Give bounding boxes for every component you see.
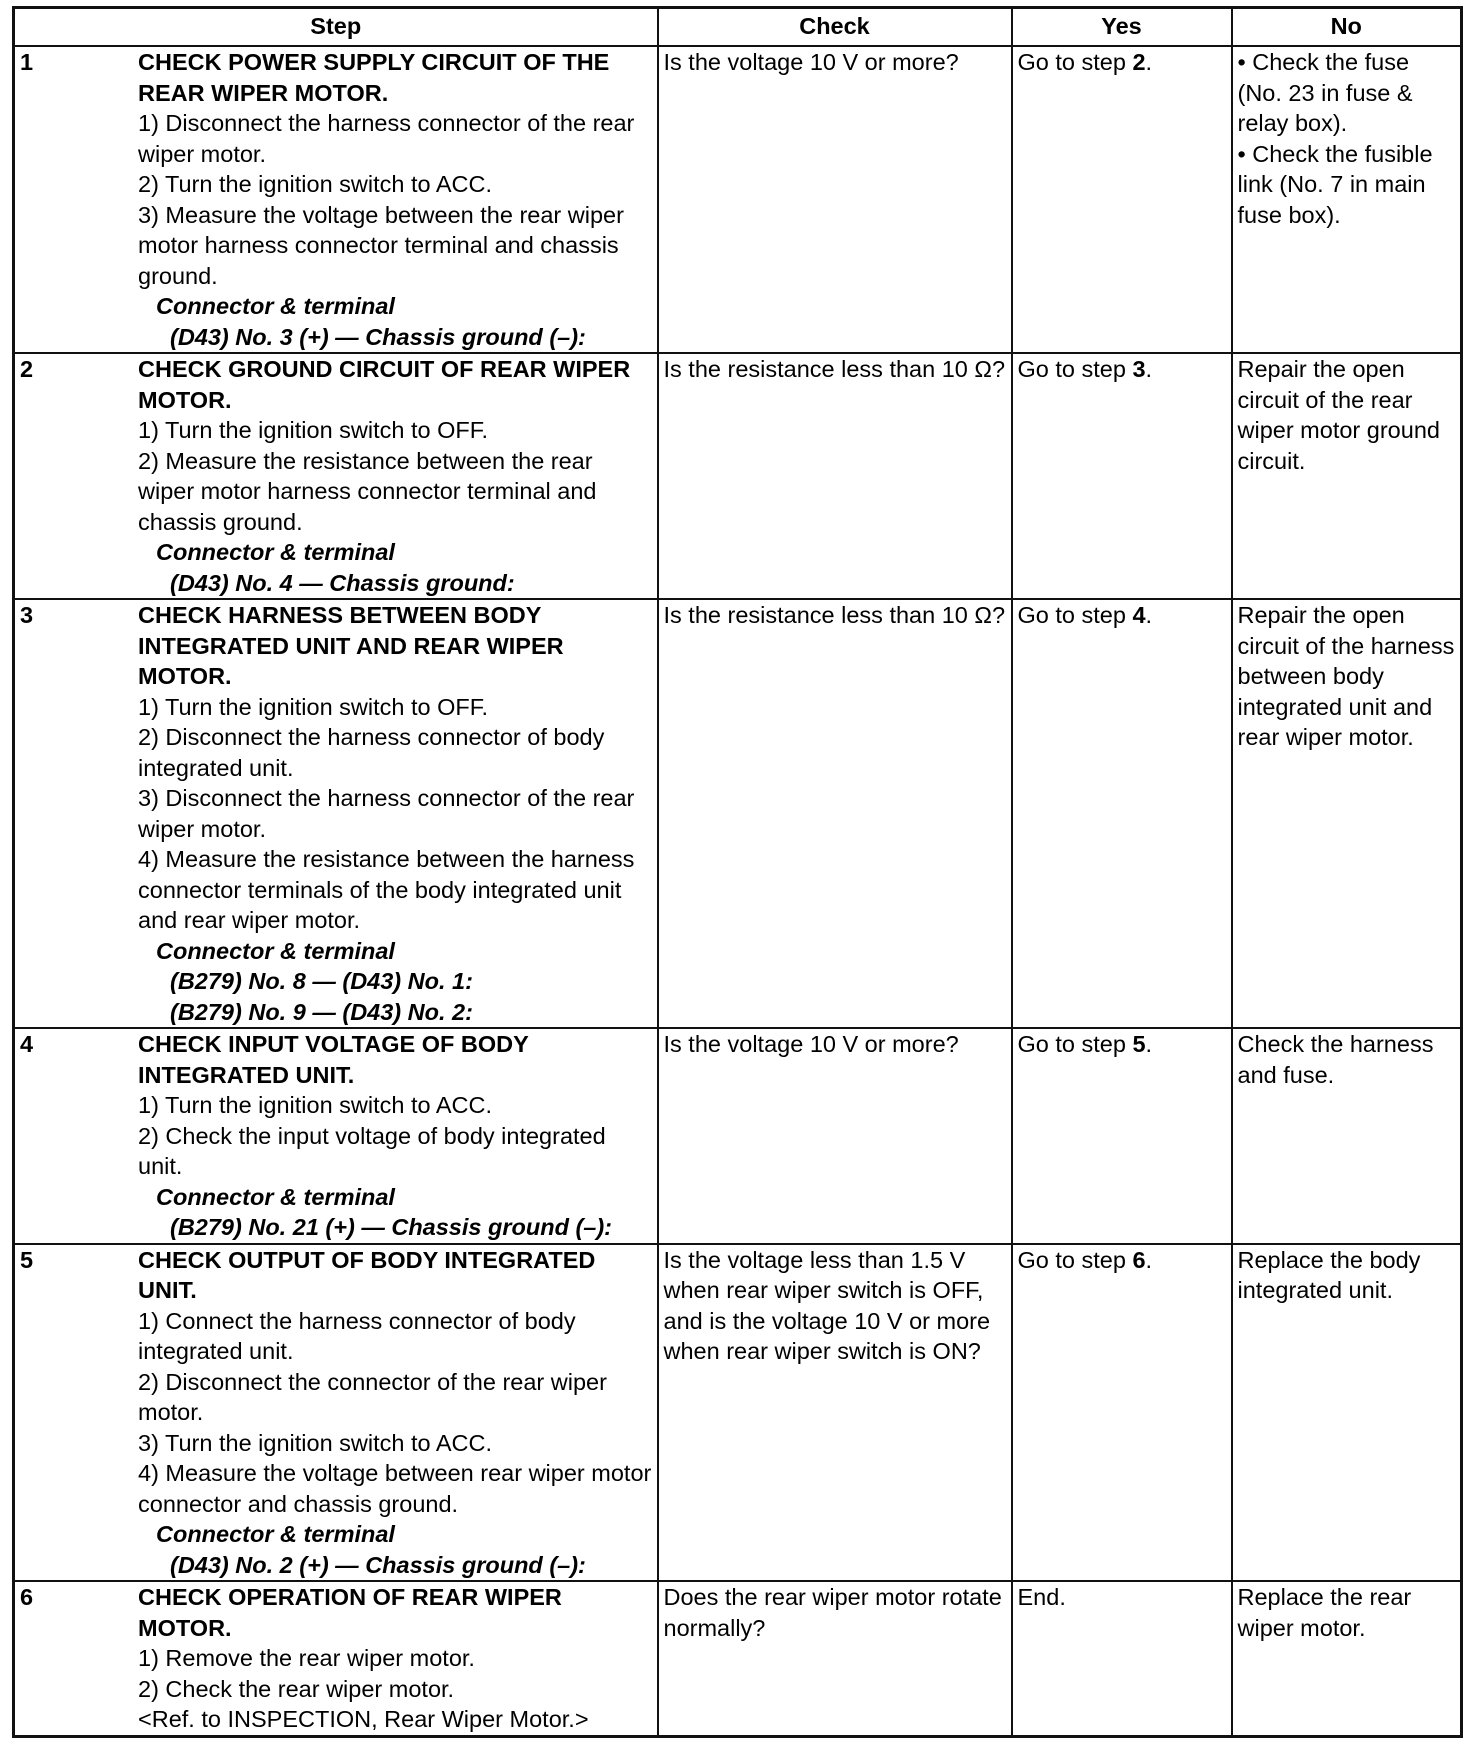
step-title: CHECK POWER SUPPLY CIRCUIT OF THE REAR WIPER MOTOR. bbox=[138, 49, 610, 106]
check-cell: Does the rear wiper motor rotate normally? bbox=[658, 1581, 1012, 1736]
step-number: 6 bbox=[20, 1584, 34, 1610]
step-cell bbox=[14, 1581, 658, 1736]
instruction-line: 2) Disconnect the connector of the rear wiper motor. bbox=[138, 1368, 607, 1425]
no-cell bbox=[1232, 353, 1462, 599]
diagnostic-rows bbox=[14, 46, 1462, 1736]
no-cell bbox=[1232, 1028, 1462, 1244]
no-action-line: Check the harness and fuse. bbox=[1237, 1031, 1434, 1088]
yes-cell bbox=[1012, 1028, 1232, 1244]
step-instructions bbox=[138, 1090, 652, 1182]
header-yes: Yes bbox=[1012, 8, 1232, 47]
no-action-line: Replace the rear wiper motor. bbox=[1237, 1584, 1412, 1641]
yes-text: Go to step bbox=[1017, 356, 1133, 382]
connector-terminals bbox=[138, 322, 652, 353]
connector-terminal: (B279) No. 9 — (D43) No. 2: bbox=[170, 998, 473, 1025]
step-title: CHECK INPUT VOLTAGE OF BODY INTEGRATED UNIT. bbox=[138, 1031, 529, 1088]
instruction-line: <Ref. to INSPECTION, Rear Wiper Motor.> bbox=[138, 1706, 589, 1732]
connector-terminal-label: Connector & terminal bbox=[156, 937, 395, 964]
yes-text: Go to step bbox=[1017, 602, 1133, 628]
instruction-line: 2) Measure the resistance between the rear wiper motor harness connector terminal and chassis ground. bbox=[138, 447, 597, 535]
no-cell bbox=[1232, 1244, 1462, 1582]
step-title: CHECK GROUND CIRCUIT OF REAR WIPER MOTOR. bbox=[138, 356, 631, 413]
instruction-line: 1) Turn the ignition switch to OFF. bbox=[138, 693, 489, 720]
yes-text: End. bbox=[1017, 1584, 1066, 1610]
connector-terminal: (D43) No. 3 (+) — Chassis ground (–): bbox=[170, 323, 586, 350]
connector-terminals bbox=[138, 1212, 652, 1243]
step-instructions bbox=[138, 108, 652, 291]
check-cell: Is the voltage less than 1.5 V when rear wiper switch is OFF, and is the voltage 10 V or more when rear wiper switch is ON? bbox=[658, 1244, 1012, 1582]
check-cell: Is the resistance less than 10 Ω? bbox=[658, 599, 1012, 1028]
yes-text: Go to step bbox=[1017, 49, 1133, 75]
yes-cell bbox=[1012, 353, 1232, 599]
step-number: 1 bbox=[20, 49, 34, 75]
yes-cell bbox=[1012, 1244, 1232, 1582]
yes-step-number: 4 bbox=[1132, 602, 1146, 628]
step-instructions bbox=[138, 1306, 652, 1520]
instruction-line: 4) Measure the resistance between the harness connector terminals of the body integrated unit and rear wiper motor. bbox=[138, 846, 635, 933]
connector-terminals bbox=[138, 568, 652, 599]
step-title: CHECK OUTPUT OF BODY INTEGRATED UNIT. bbox=[138, 1246, 596, 1303]
yes-period: . bbox=[1145, 356, 1153, 382]
instruction-line: 3) Measure the voltage between the rear wiper motor harness connector terminal and chassis ground. bbox=[138, 201, 624, 289]
connector-terminals bbox=[138, 1550, 652, 1581]
header-row bbox=[14, 8, 1462, 47]
connector-terminal-label: Connector & terminal bbox=[156, 293, 395, 319]
check-cell: Is the voltage 10 V or more? bbox=[658, 1028, 1012, 1244]
step-number: 3 bbox=[20, 602, 34, 628]
yes-text: Go to step bbox=[1017, 1031, 1133, 1057]
header-step: Step bbox=[14, 8, 658, 47]
connector-terminals bbox=[138, 966, 652, 1027]
step-number: 2 bbox=[20, 356, 34, 382]
table-row bbox=[14, 353, 1462, 599]
step-title: CHECK HARNESS BETWEEN BODY INTEGRATED UNIT AND REAR WIPER MOTOR. bbox=[138, 602, 564, 689]
step-cell bbox=[14, 353, 658, 599]
instruction-line: 2) Check the rear wiper motor. bbox=[138, 1675, 455, 1702]
step-number: 4 bbox=[20, 1031, 34, 1057]
no-cell bbox=[1232, 599, 1462, 1028]
step-instructions bbox=[138, 1643, 652, 1735]
step-cell bbox=[14, 1028, 658, 1244]
step-body bbox=[138, 1029, 652, 1243]
yes-cell bbox=[1012, 1581, 1232, 1736]
step-body bbox=[138, 600, 652, 1027]
connector-terminal: (D43) No. 2 (+) — Chassis ground (–): bbox=[170, 1551, 586, 1578]
step-body bbox=[138, 1245, 652, 1581]
instruction-line: 4) Measure the voltage between rear wiper motor connector and chassis ground. bbox=[138, 1460, 652, 1517]
no-cell bbox=[1232, 46, 1462, 353]
connector-terminal-label: Connector & terminal bbox=[156, 1521, 395, 1547]
no-action-line: Repair the open circuit of the rear wiper motor ground circuit. bbox=[1237, 356, 1440, 474]
yes-cell bbox=[1012, 599, 1232, 1028]
check-cell: Is the resistance less than 10 Ω? bbox=[658, 353, 1012, 599]
no-cell bbox=[1232, 1581, 1462, 1736]
table-row bbox=[14, 1581, 1462, 1736]
table-row bbox=[14, 1244, 1462, 1582]
instruction-line: 2) Turn the ignition switch to ACC. bbox=[138, 171, 492, 197]
yes-text: Go to step bbox=[1017, 1246, 1133, 1273]
no-action-line: Replace the body integrated unit. bbox=[1237, 1246, 1421, 1303]
step-cell bbox=[14, 1244, 658, 1582]
check-cell: Is the voltage 10 V or more? bbox=[658, 46, 1012, 353]
instruction-line: 1) Connect the harness connector of body integrated unit. bbox=[138, 1307, 576, 1364]
no-action-line: • Check the fuse (No. 23 in fuse & relay box). bbox=[1237, 49, 1413, 136]
yes-cell bbox=[1012, 46, 1232, 353]
step-body bbox=[138, 354, 652, 598]
step-title: CHECK OPERATION OF REAR WIPER MOTOR. bbox=[138, 1584, 562, 1641]
step-cell bbox=[14, 46, 658, 353]
yes-step-number: 2 bbox=[1132, 49, 1146, 75]
instruction-line: 3) Disconnect the harness connector of the rear wiper motor. bbox=[138, 785, 635, 842]
yes-step-number: 5 bbox=[1132, 1031, 1146, 1057]
step-cell bbox=[14, 599, 658, 1028]
instruction-line: 1) Turn the ignition switch to ACC. bbox=[138, 1092, 492, 1118]
table-row bbox=[14, 599, 1462, 1028]
connector-terminal-label: Connector & terminal bbox=[156, 539, 395, 565]
step-number: 5 bbox=[20, 1246, 34, 1273]
instruction-line: 2) Disconnect the harness connector of body integrated unit. bbox=[138, 724, 605, 781]
yes-step-number: 6 bbox=[1132, 1246, 1146, 1273]
yes-step-number: 3 bbox=[1132, 356, 1146, 382]
instruction-line: 1) Remove the rear wiper motor. bbox=[138, 1645, 475, 1671]
header-check: Check bbox=[658, 8, 1012, 47]
instruction-line: 3) Turn the ignition switch to ACC. bbox=[138, 1429, 492, 1456]
header-no: No bbox=[1232, 8, 1462, 47]
instruction-line: 1) Disconnect the harness connector of the rear wiper motor. bbox=[138, 110, 635, 167]
step-body bbox=[138, 1582, 652, 1735]
connector-terminal: (B279) No. 21 (+) — Chassis ground (–): bbox=[170, 1214, 613, 1240]
yes-period: . bbox=[1145, 1031, 1153, 1057]
yes-period: . bbox=[1145, 49, 1153, 75]
yes-period: . bbox=[1145, 602, 1153, 628]
no-action-line: • Check the fusible link (No. 7 in main fuse box). bbox=[1237, 140, 1433, 228]
table-row bbox=[14, 1028, 1462, 1244]
diagnostic-table bbox=[12, 6, 1463, 1738]
step-body bbox=[138, 47, 652, 352]
step-instructions bbox=[138, 415, 652, 537]
instruction-line: 2) Check the input voltage of body integrated unit. bbox=[138, 1122, 606, 1179]
diagnostic-procedure-sheet bbox=[12, 6, 1460, 1738]
yes-period: . bbox=[1145, 1246, 1153, 1273]
connector-terminal: (B279) No. 8 — (D43) No. 1: bbox=[170, 968, 473, 994]
connector-terminal: (D43) No. 4 — Chassis ground: bbox=[170, 569, 515, 596]
connector-terminal-label: Connector & terminal bbox=[156, 1183, 395, 1210]
no-action-line: Repair the open circuit of the harness between body integrated unit and rear wiper motor. bbox=[1237, 602, 1455, 750]
step-instructions bbox=[138, 692, 652, 936]
instruction-line: 1) Turn the ignition switch to OFF. bbox=[138, 417, 489, 443]
table-row bbox=[14, 46, 1462, 353]
